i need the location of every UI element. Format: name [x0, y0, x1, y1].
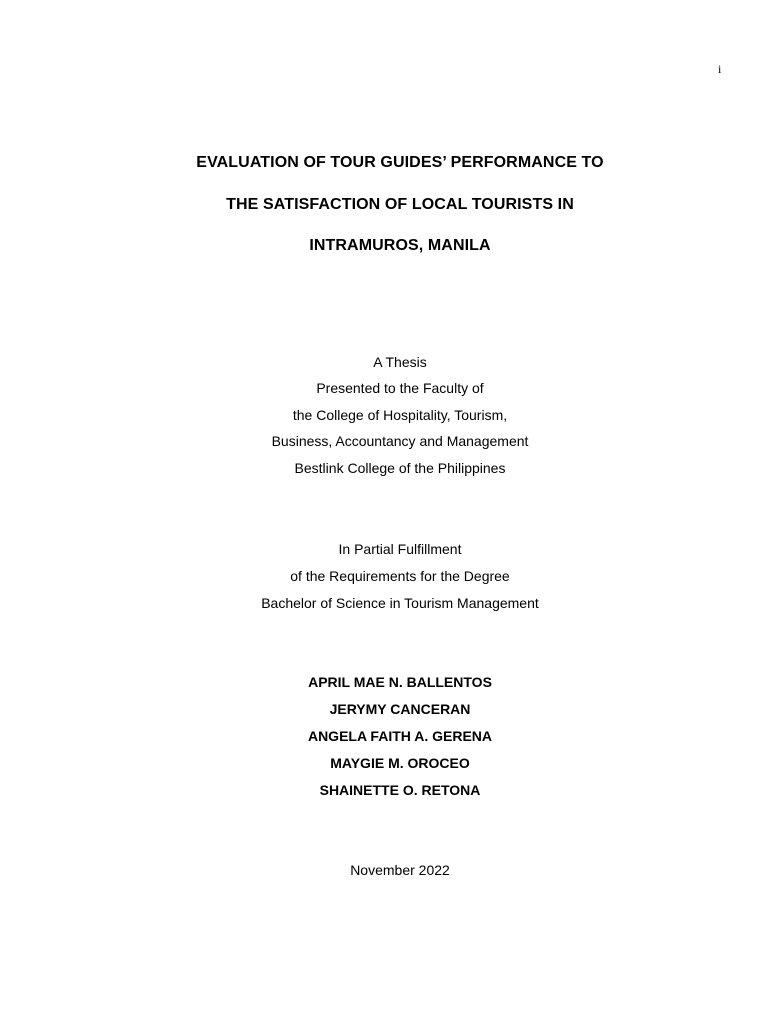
presentation-line-1: A Thesis	[373, 354, 427, 370]
author-5: SHAINETTE O. RETONA	[319, 782, 481, 798]
presentation-line-5: Bestlink College of the Philippines	[294, 460, 506, 476]
title-line-3: INTRAMUROS, MANILA	[309, 237, 491, 254]
author-2: JERYMY CANCERAN	[329, 701, 471, 717]
title-line-2: THE SATISFACTION OF LOCAL TOURISTS IN	[226, 196, 574, 213]
author-1: APRIL MAE N. BALLENTOS	[308, 674, 492, 690]
page-number: i	[718, 62, 722, 76]
fulfillment-line-3: Bachelor of Science in Tourism Management	[261, 595, 539, 611]
title-line-1: EVALUATION OF TOUR GUIDES’ PERFORMANCE TO	[196, 154, 604, 171]
author-3: ANGELA FAITH A. GERENA	[307, 728, 493, 744]
fulfillment-line-1: In Partial Fulfillment	[338, 541, 462, 557]
submission-date: November 2022	[350, 862, 450, 878]
presentation-line-3: the College of Hospitality, Tourism,	[292, 407, 508, 423]
presentation-line-2: Presented to the Faculty of	[316, 380, 484, 396]
fulfillment-line-2: of the Requirements for the Degree	[290, 568, 510, 584]
presentation-line-4: Business, Accountancy and Management	[271, 433, 529, 449]
author-4: MAYGIE M. OROCEO	[330, 755, 470, 771]
